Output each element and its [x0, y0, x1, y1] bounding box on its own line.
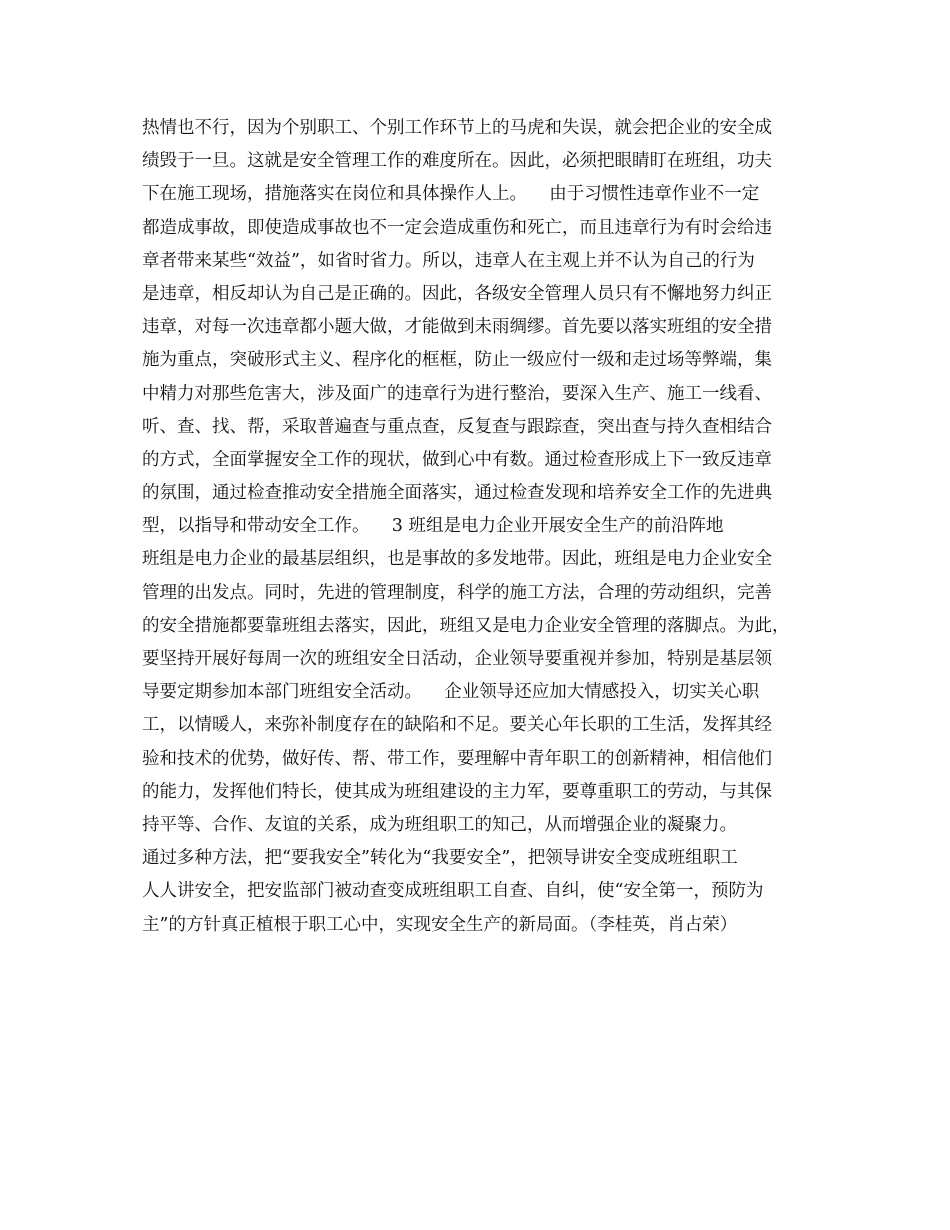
text-line: 的氛围，通过检查推动安全措施全面落实，通过检查发现和培养安全工作的先进典 — [142, 483, 772, 504]
text-line: 管理的出发点。同时，先进的管理制度，科学的施工方法，合理的劳动组织，完善 — [142, 582, 772, 603]
text-line: 型，以指导和带动安全工作。 3 班组是电力企业开展安全生产的前沿阵地 — [142, 516, 724, 537]
text-line: 是违章，相反却认为自己是正确的。因此，各级安全管理人员只有不懈地努力纠正 — [142, 283, 772, 304]
body-text — [142, 112, 832, 942]
text-line: 的安全措施都要靠班组去落实，因此，班组又是电力企业安全管理的落脚点。为此， — [142, 615, 790, 636]
text-line: 下在施工现场，措施落实在岗位和具体操作人上。 由于习惯性违章作业不一定 — [142, 184, 760, 205]
text-line: 都造成事故，即使造成事故也不一定会造成重伤和死亡，而且违章行为有时会给违 — [142, 217, 772, 238]
text-line: 要坚持开展好每周一次的班组安全日活动，企业领导要重视并参加，特别是基层领 — [142, 649, 772, 669]
text-line: 验和技术的优势，做好传、帮、带工作，要理解中青年职工的创新精神，相信他们 — [142, 748, 772, 769]
text-line: 主”的方针真正植根于职工心中，实现安全生产的新局面。（李桂英，肖占荣） — [142, 914, 738, 935]
text-line: 持平等、合作、友谊的关系，成为班组职工的知己，从而增强企业的凝聚力。 — [142, 814, 737, 835]
text-line: 的能力，发挥他们特长，使其成为班组建设的主力军，要尊重职工的劳动，与其保 — [142, 781, 772, 802]
text-line: 工，以情暖人，来弥补制度存在的缺陷和不足。要关心年长职的工生活，发挥其经 — [142, 715, 772, 736]
text-line: 中精力对那些危害大，涉及面广的违章行为进行整治，要深入生产、施工一线看、 — [142, 383, 772, 404]
text-line: 的方式，全面掌握安全工作的现状，做到心中有数。通过检查形成上下一致反违章 — [142, 449, 772, 470]
text-line: 班组是电力企业的最基层组织，也是事故的多发地带。因此，班组是电力企业安全 — [142, 549, 772, 570]
text-line: 听、查、找、帮，采取普遍查与重点查，反复查与跟踪查，突出查与持久查相结合 — [142, 416, 772, 437]
text-line: 通过多种方法，把“要我安全”转化为“我要安全”，把领导讲安全变成班组职工 — [142, 848, 738, 869]
text-line: 违章，对每一次违章都小题大做，才能做到未雨绸缪。首先要以落实班组的安全措 — [142, 317, 772, 338]
text-line: 导要定期参加本部门班组安全活动。 企业领导还应加大情感投入，切实关心职 — [142, 682, 760, 703]
text-line: 施为重点，突破形式主义、程序化的框框，防止一级应付一级和走过场等弊端，集 — [142, 350, 772, 371]
text-line: 人人讲安全，把安监部门被动查变成班组职工自查、自纠，使“安全第一，预防为 — [142, 881, 764, 902]
text-line: 热情也不行，因为个别职工、个别工作环节上的马虎和失误，就会把企业的安全成 — [142, 118, 772, 138]
text-line: 绩毁于一旦。这就是安全管理工作的难度所在。因此，必须把眼睛盯在班组，功夫 — [142, 151, 772, 172]
text-line: 章者带来某些“效益”，如省时省力。所以，违章人在主观上并不认为自己的行为 — [142, 250, 755, 271]
